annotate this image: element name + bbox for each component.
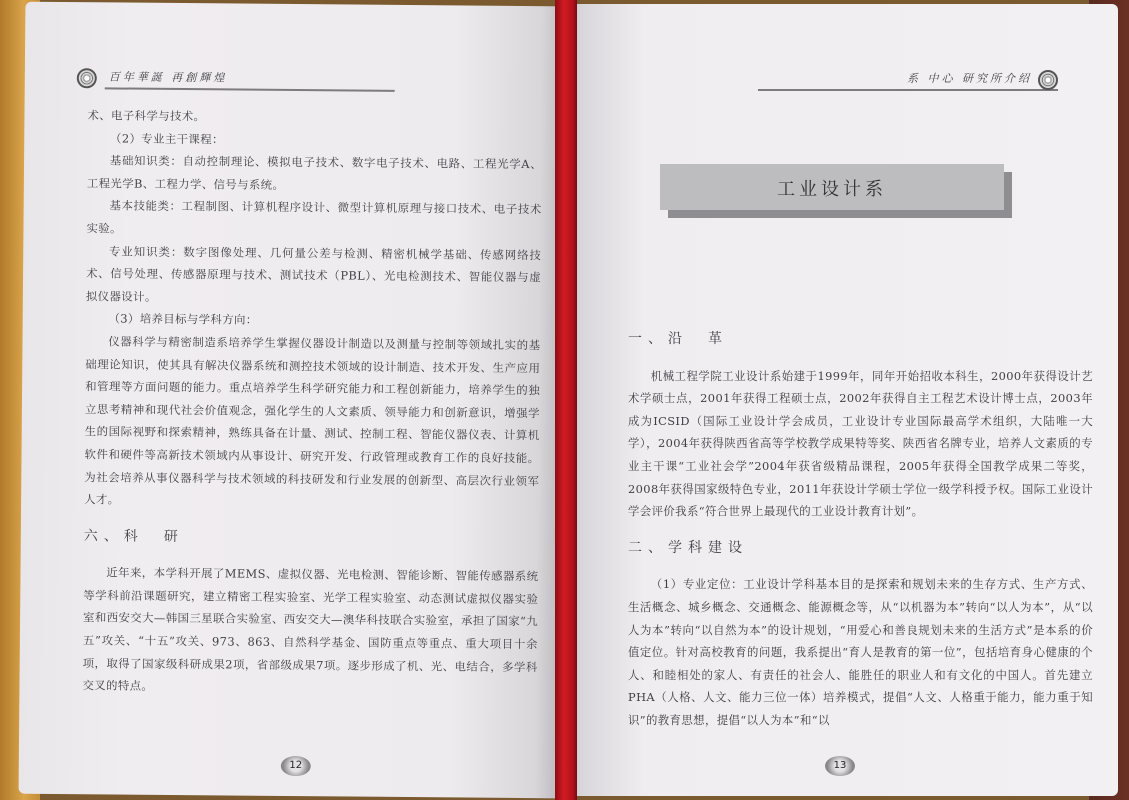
page-number-badge: 12: [281, 756, 311, 776]
swirl-logo-icon: [1038, 70, 1058, 90]
left-header-text: 百年華誕 再創輝煌: [108, 70, 228, 85]
right-page: [560, 4, 1118, 796]
paragraph: （1）专业定位：工业设计学科基本目的是探索和规划未来的生存方式、生产方式、生活概念、城乡概念、交通概念、能源概念等，从“以机器为本”转向“以人为本”，从“以人为本”转向“以自然为本”的设计规划，“用爱心和善良规划未来的生活方式”是本系的价值定位。针对高校教育的问题，我系提出“育人是教育的第一位”，包括培育身心健康的个人、和睦相处的家人、有责任的社会人、能胜任的职业人和有文化的中国人。首先建立PHA（人格、人文、能力三位一体）培养模式，提倡“人文、人格重于能力，能力重于知识”的教育思想，提倡“以人为本”和“以: [628, 577, 1093, 727]
section-heading-research: 六、科 研: [83, 527, 184, 545]
left-page: [19, 2, 564, 799]
section-heading-history: 一、沿 革: [628, 331, 728, 347]
paragraph: 机械工程学院工业设计系始建于1999年，同年开始招收本科生，2000年获得设计艺术学硕士点，2001年获得工程硕士点，2002年获得自主工程艺术设计博士点，2003年成为ICSID（国际工业设计学会成员，工业设计专业国际最高学术组织，大陆唯一大学），2004年获得陕西省高等学校教学成果特等奖、陕西省名牌专业，培养人文素质的专业主干课“工业社会学”2004年获省级精品课程，2005年获得全国教学成果二等奖，2008年获得国家级特色专业，2011年获设计学硕士学位一级学科授予权。国际工业设计学会评价我系“符合世界上最现代的工业设计教育计划”。: [628, 368, 1093, 519]
paragraph: 基本技能类：工程制图、计算机程序设计、微型计算机原理与接口技术、电子技术实验。: [86, 198, 542, 236]
paragraph: 近年来，本学科开展了MEMS、虚拟仪器、光电检测、智能诊断、智能传感器系统等学科前沿课题研究，建立精密工程实验室、光学工程实验室、动态测试虚拟仪器实验室和西安交大—韩国三星联合实验室、西安交大—澳华科技联合实验室，承担了国家“九五”攻关、“十五”攻关、973、863、自然科学基金、国防重点等重点、重大项目十余项，取得了国家级科研成果2项，省部级成果7项。逐步形成了机、光、电结合，多学科交叉的特点。: [82, 565, 539, 694]
right-page-body: [628, 314, 1093, 732]
swirl-logo-icon: [77, 68, 97, 88]
chapter-title-box: [660, 164, 1004, 210]
left-page-body: [82, 104, 542, 701]
paragraph: 术、电子科学与技术。: [87, 108, 206, 124]
header-rule: [105, 87, 395, 92]
bookmark-ribbon: [555, 0, 577, 800]
chapter-title: 工业设计系: [777, 179, 887, 200]
section-heading-discipline: 二、学科建设: [628, 539, 748, 556]
paragraph: 专业知识类：数字图像处理、几何量公差与检测、精密机械学基础、传感网络技术、信号处理、传感器原理与技术、测试技术（PBL）、光电检测技术、智能仪器与虚拟仪器设计。: [85, 243, 542, 304]
paragraph: 仪器科学与精密制造系培养学生掌握仪器设计制造以及测量与控制等领域扎实的基础理论知识，使其具有解决仪器系统和测控技术领域的设计制造、技术开发、生产应用和管理等方面问题的能力。重点培养学生科学研究能力和工程创新能力，培养学生的独立思考精神和现代社会价值观念，强化学生的人文素质、领导能力和创新意识，增强学生的国际视野和探索精神，熟练具备在计量、测试、控制工程、智能仪器仪表、计算机软件和硬件等高新技术领域内从事设计、研究开发、行政管理或教育工作的良好技能。为社会培养从事仪器科学与技术领域的科技研发和行业发展的创新型、高层次行业领军人才。: [84, 334, 541, 507]
header-rule: [758, 89, 1058, 91]
page-number-badge: 13: [825, 756, 855, 776]
right-running-header: [798, 70, 1058, 92]
paragraph: 基础知识类：自动控制理论、模拟电子技术、数字电子技术、电路、工程光学A、工程光学B、工程力学、信号与系统。: [86, 153, 543, 192]
right-header-text: 系 中心 研究所介绍: [907, 72, 1032, 85]
left-running-header: [77, 68, 317, 92]
paragraph: （3）培养目标与学科方向：: [108, 311, 258, 328]
paragraph: （2）专业主干课程：: [110, 131, 224, 146]
